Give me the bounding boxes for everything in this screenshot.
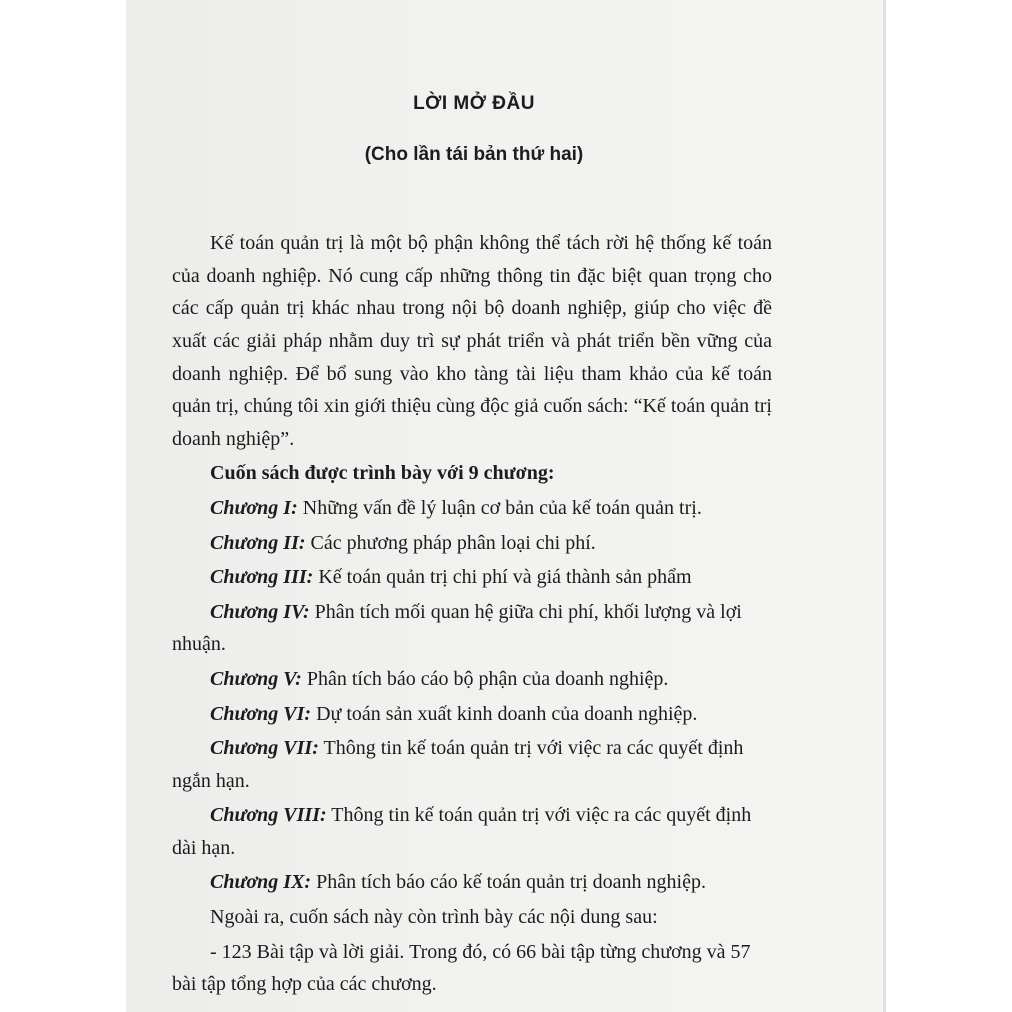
page-edge <box>883 0 886 1012</box>
chapter-text: Dự toán sản xuất kinh doanh của doanh nghiệp. <box>311 702 698 725</box>
chapter-label: Chương III: <box>210 566 314 589</box>
chapter-text: Các phương pháp phân loại chi phí. <box>305 531 596 554</box>
chapter-text: Phân tích mối quan hệ giữa chi phí, khối lượng và lợi nhuận. <box>172 600 742 656</box>
chapter-item <box>172 799 772 864</box>
chapter-label: Chương II: <box>210 531 306 554</box>
chapters-heading: Cuốn sách được trình bày với 9 chương: <box>210 462 555 485</box>
book-page <box>126 0 886 1012</box>
chapter-item <box>172 527 772 560</box>
chapter-text: Phân tích báo cáo kế toán quản trị doanh nghiệp. <box>311 871 706 894</box>
additional-heading: Ngoài ra, cuốn sách này còn trình bày các nội dung sau: <box>210 906 658 929</box>
chapter-list <box>172 492 772 899</box>
chapter-label: Chương I: <box>210 496 298 519</box>
chapter-label: Chương IX: <box>210 871 312 894</box>
chapter-label: Chương VIII: <box>210 804 327 827</box>
chapter-item <box>172 866 772 899</box>
chapter-text: Phân tích báo cáo bộ phận của doanh nghiệp. <box>301 667 669 690</box>
chapter-label: Chương IV: <box>210 600 310 623</box>
chapter-label: Chương VII: <box>210 737 319 760</box>
intro-paragraph: Kế toán quản trị là một bộ phận không thể tách rời hệ thống kế toán của doanh nghiệp. Nó cung cấp những thông tin đặc biệt quan trọng cho các cấp quản trị khác nhau trong nội bộ doanh nghiệp, giúp cho việc đề xuất các giải pháp nhằm duy trì sự phát triển và phát triển bền vững của doanh nghiệp. Để bổ sung vào kho tàng tài liệu tham khảo của kế toán quản trị, chúng tôi xin giới thiệu cùng độc giả cuốn sách: “Kế toán quản trị doanh nghiệp”. <box>172 232 772 450</box>
chapter-text: Những vấn đề lý luận cơ bản của kế toán quản trị. <box>297 496 702 519</box>
chapter-item <box>172 732 772 797</box>
bullet-item: - 123 Bài tập và lời giải. Trong đó, có 66 bài tập từng chương và 57 bài tập tổng hợp của các chương. <box>172 940 751 996</box>
page-title: LỜI MỞ ĐẦU <box>413 93 535 114</box>
chapter-text: Thông tin kế toán quản trị với việc ra các quyết định ngắn hạn. <box>172 737 744 792</box>
chapter-text: Kế toán quản trị chi phí và giá thành sản phẩm <box>313 566 692 589</box>
chapter-item <box>172 596 772 661</box>
page-subtitle: (Cho lần tái bản thứ hai) <box>364 143 584 165</box>
page-content <box>172 88 772 1001</box>
chapter-label: Chương V: <box>210 667 302 690</box>
chapter-item <box>172 492 772 525</box>
chapter-label: Chương VI: <box>210 702 312 725</box>
chapter-text: Thông tin kế toán quản trị với việc ra các quyết định dài hạn. <box>172 804 752 859</box>
chapter-item <box>172 561 772 594</box>
chapter-item <box>172 663 772 696</box>
chapter-item <box>172 698 772 731</box>
